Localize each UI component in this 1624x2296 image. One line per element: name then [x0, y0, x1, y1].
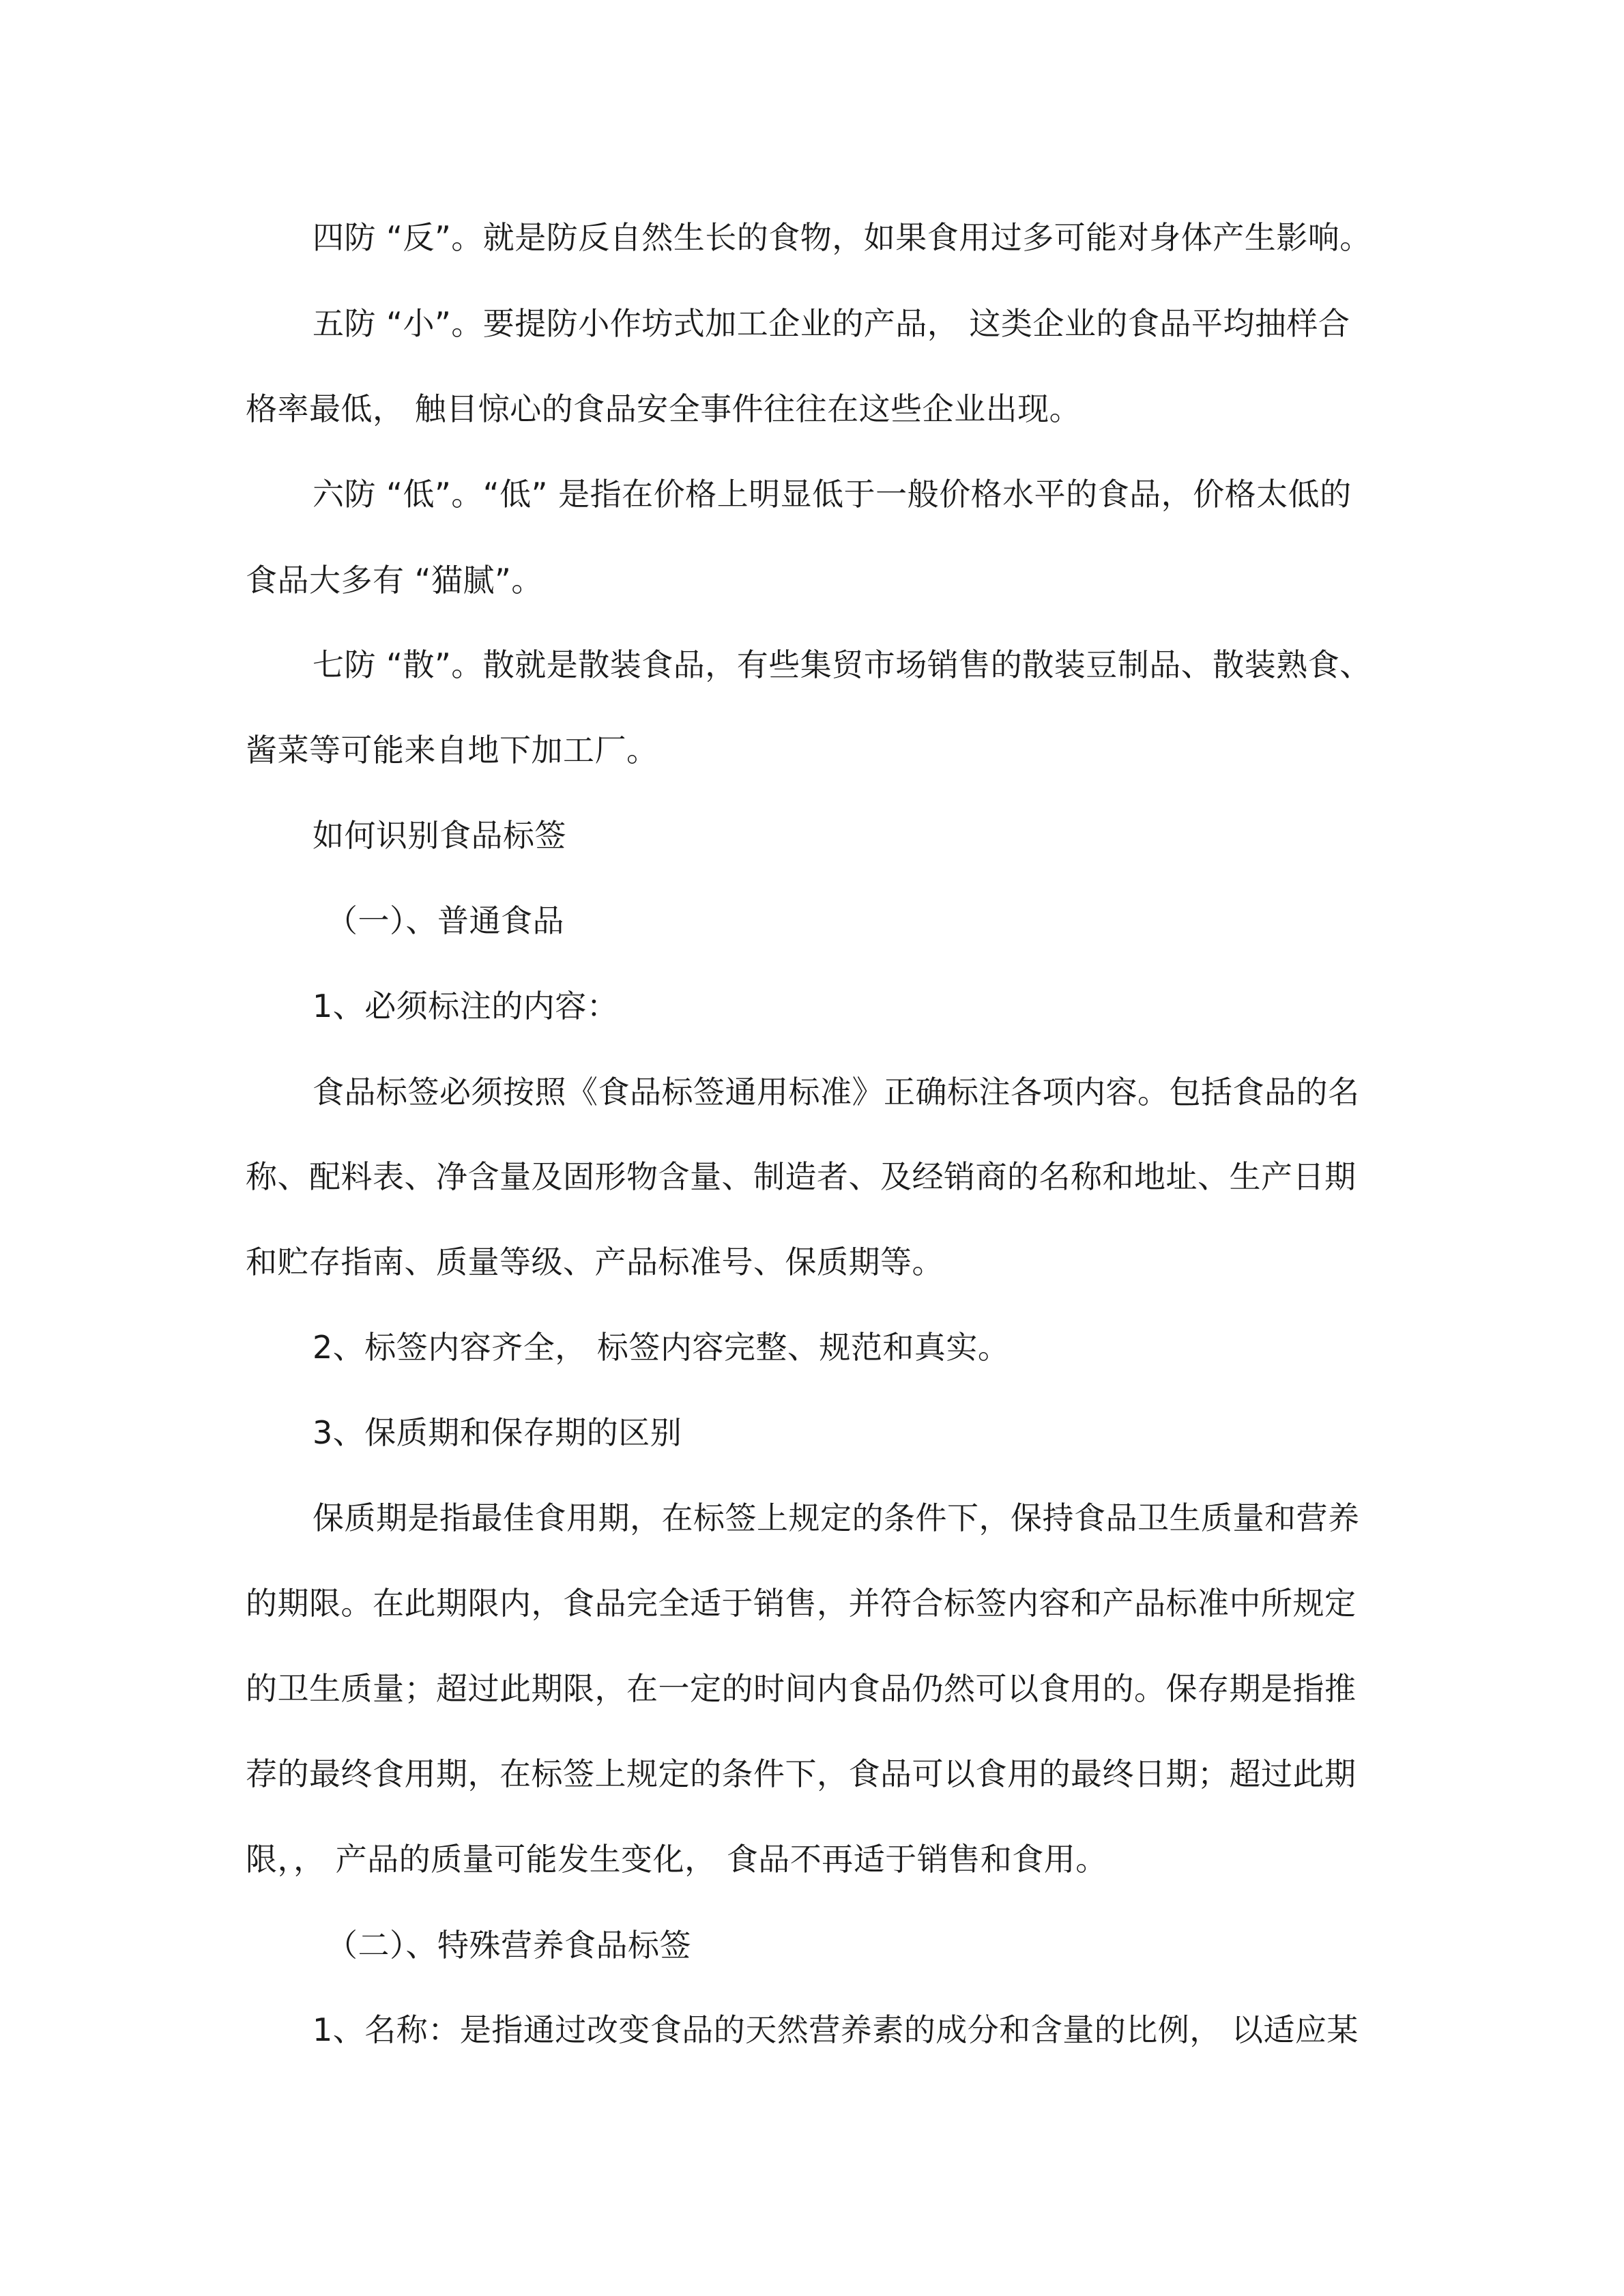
paragraph-line: 食品大多有 “猫腻”。	[246, 562, 543, 599]
subsection-heading-general-food: （一）、普通食品	[326, 902, 564, 939]
list-item-shelf-life-difference: 3、保质期和保存期的区别	[313, 1414, 682, 1451]
paragraph-line-four-prevent-reverse: 四防 “反”。就是防反自然生长的食物，如果食用过多可能对身体产生影响。	[313, 219, 1372, 256]
paragraph-line: 酱菜等可能来自地下加工厂。	[246, 732, 658, 769]
paragraph-line: 格率最低， 触目惊心的食品安全事件往往在这些企业出现。	[246, 390, 1082, 427]
paragraph-line: 和贮存指南、质量等级、产品标准号、保质期等。	[246, 1244, 944, 1280]
section-heading-identify-labels: 如何识别食品标签	[313, 817, 566, 854]
paragraph-line-six-prevent-low: 六防 “低”。“低” 是指在价格上明显低于一般价格水平的食品，价格太低的	[313, 476, 1352, 513]
list-item-required-content: 1、必须标注的内容：	[313, 988, 619, 1024]
paragraph-line: 称、配料表、净含量及固形物含量、制造者、及经销商的名称和地址、生产日期	[246, 1158, 1357, 1195]
paragraph-line: 的期限。在此期限内，食品完全适于销售，并符合标签内容和产品标准中所规定	[246, 1585, 1357, 1622]
paragraph-line-five-prevent-small: 五防 “小”。要提防小作坊式加工企业的产品， 这类企业的食品平均抽样合	[313, 305, 1350, 342]
paragraph-line: 限，， 产品的质量可能发生变化， 食品不再适于销售和食用。	[246, 1841, 1107, 1878]
paragraph-line: 的卫生质量；超过此期限，在一定的时间内食品仍然可以食用的。保存期是指推	[246, 1670, 1357, 1707]
list-item-complete-labels: 2、标签内容齐全， 标签内容完整、规范和真实。	[313, 1329, 1010, 1366]
paragraph-line-seven-prevent-bulk: 七防 “散”。散就是散装食品，有些集贸市场销售的散装豆制品、散装熟食、	[313, 646, 1372, 683]
paragraph-line: 荐的最终食用期，在标签上规定的条件下，食品可以食用的最终日期；超过此期	[246, 1755, 1357, 1792]
subsection-heading-special-nutrition: （二）、特殊营养食品标签	[326, 1927, 691, 1964]
paragraph-line-shelf-life: 保质期是指最佳食用期，在标签上规定的条件下，保持食品卫生质量和营养	[313, 1499, 1360, 1536]
list-item-name-definition: 1、名称：是指通过改变食品的天然营养素的成分和含量的比例， 以适应某	[313, 2011, 1359, 2048]
paragraph-line-label-standard: 食品标签必须按照《食品标签通用标准》正确标注各项内容。包括食品的名	[313, 1074, 1360, 1110]
